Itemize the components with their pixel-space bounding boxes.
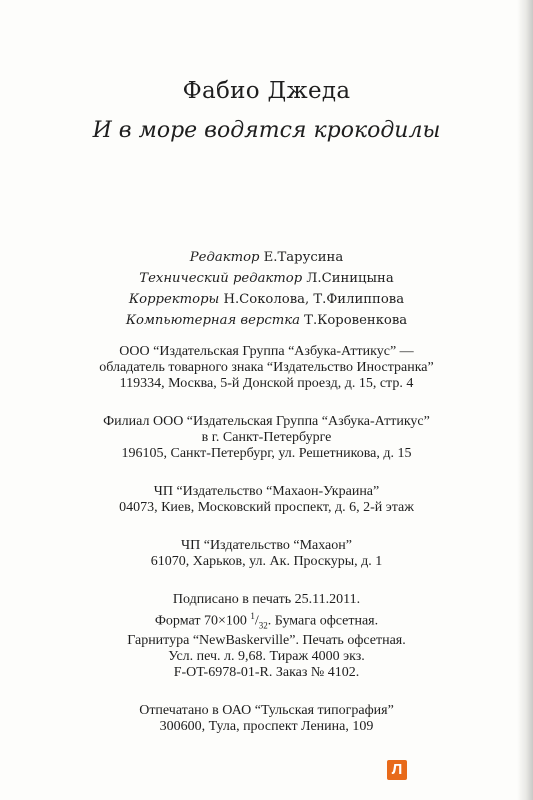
credit-name: Л.Синицына — [306, 271, 394, 286]
branch-line: в г. Санкт-Петербурге — [201, 430, 332, 445]
labirint-logo-icon: Л — [387, 760, 407, 780]
credit-role: Технический редактор — [139, 271, 303, 286]
ukraine-publisher-address: 04073, Киев, Московский проспект, д. 6, 2-й этаж — [119, 500, 414, 515]
order-info: F-OT-6978-01-R. Заказ № 4102. — [173, 665, 360, 681]
paper-format: Формат 70×100 $^1/_{32}$. Бумага офсетная. — [154, 611, 379, 631]
branch-address: 196105, Санкт-Петербург, ул. Решетникова, д. 15 — [121, 446, 412, 461]
printer-address: 300600, Тула, проспект Ленина, 109 — [159, 719, 374, 735]
credit-layout — [0, 310, 533, 331]
branch-line: Филиал ООО “Издательская Группа “Азбука-Аттикус” — [103, 414, 430, 429]
typeface-info: Гарнитура “NewBaskerville”. Печать офсетная. — [127, 633, 406, 649]
credit-name: Т.Коровенкова — [304, 313, 408, 328]
makhaon-publisher-block — [0, 538, 533, 570]
publisher-line: ООО “Издательская Группа “Азбука-Аттикус” — — [119, 344, 414, 359]
publisher-line: обладатель товарного знака “Издательство Иностранка” — [99, 360, 434, 375]
ukraine-publisher-name: ЧП “Издательство “Махаон-Украина” — [153, 484, 380, 499]
credit-name: Н.Соколова, Т.Филиппова — [223, 292, 405, 307]
credit-role: Корректоры — [128, 292, 220, 307]
credit-role: Редактор — [189, 250, 260, 265]
print-sheets-info: Усл. печ. л. 9,68. Тираж 4000 экз. — [168, 649, 365, 665]
credit-role: Компьютерная верстка — [125, 313, 300, 328]
printer-block — [0, 703, 533, 735]
book-title: И в море водятся крокодилы — [92, 118, 441, 143]
print-info-block — [0, 592, 533, 681]
makhaon-publisher-name: ЧП “Издательство “Махаон” — [181, 538, 352, 553]
credit-proofreaders — [0, 289, 533, 310]
publisher-block — [0, 344, 533, 392]
credits-block — [0, 247, 533, 331]
ukraine-publisher-block — [0, 484, 533, 516]
signed-date: Подписано в печать 25.11.2011. — [172, 592, 361, 607]
credit-technical-editor — [0, 268, 533, 289]
author-name: Фабио Джеда — [182, 78, 351, 104]
publisher-address: 119334, Москва, 5-й Донской проезд, д. 15, стр. 4 — [119, 376, 414, 391]
printer-name: Отпечатано в ОАО “Тульская типография” — [139, 703, 394, 719]
credit-name: Е.Тарусина — [263, 250, 344, 265]
credit-editor — [0, 247, 533, 268]
makhaon-publisher-address: 61070, Харьков, ул. Ак. Проскуры, д. 1 — [150, 554, 383, 569]
branch-block — [0, 414, 533, 462]
imprint-block — [0, 344, 533, 757]
